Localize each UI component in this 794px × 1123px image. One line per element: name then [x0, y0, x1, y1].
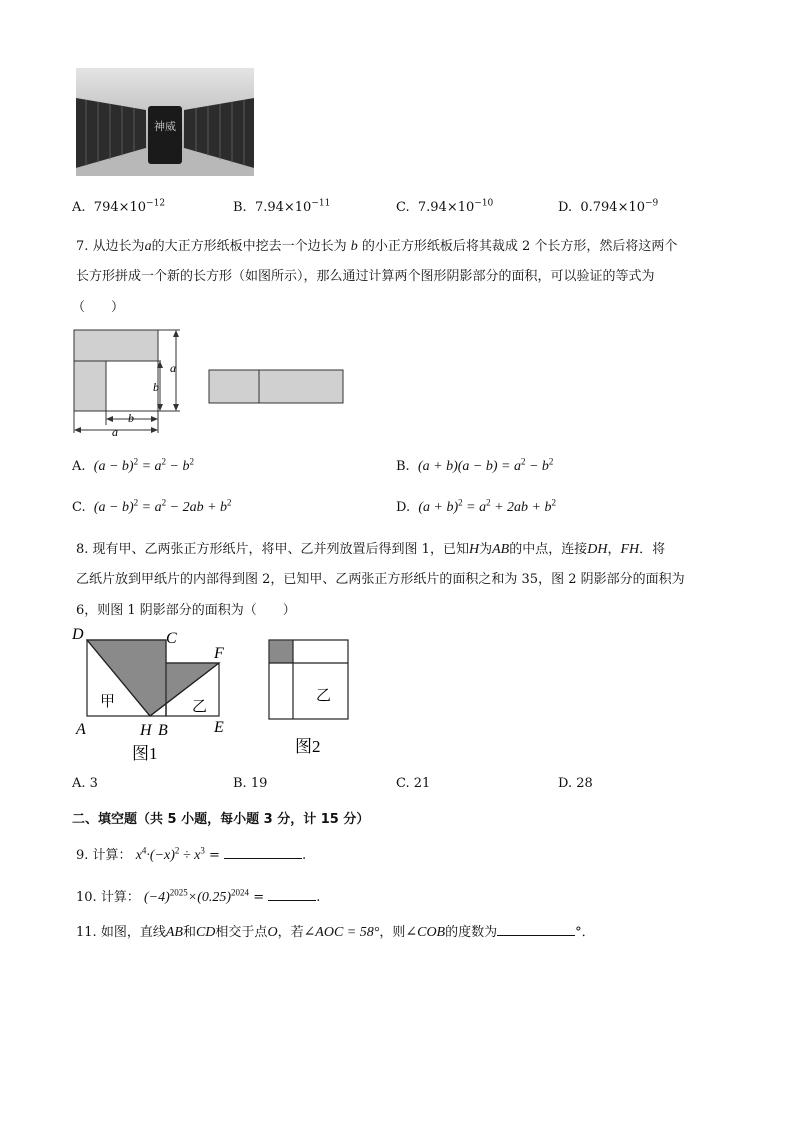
svg-text:F: F: [214, 645, 224, 662]
q10-answer-blank[interactable]: [268, 888, 316, 901]
svg-text:a: a: [170, 361, 176, 375]
q7-option-b[interactable]: B. $(a + b)(a - b) = a^2 - b^2$: [396, 456, 554, 474]
q6-option-d[interactable]: D. $0.794\times 10^{-9}$: [558, 198, 659, 215]
svg-text:图2: 图2: [295, 737, 321, 756]
q7-option-a[interactable]: A. $(a - b)^2 = a^2 - b^2$: [72, 456, 194, 474]
svg-text:B: B: [158, 722, 168, 739]
q10-line: 10. 计算： $(-4)^{2025}\times(0.25)^{2024}$ = .: [76, 887, 321, 905]
svg-text:b: b: [128, 411, 134, 425]
center-monument: [148, 106, 182, 164]
q7-option-d[interactable]: D. $(a + b)^2 = a^2 + 2ab + b^2$: [396, 497, 556, 515]
q6-option-c[interactable]: C. $7.94\times 10^{-10}$: [396, 198, 494, 215]
svg-text:乙: 乙: [316, 688, 332, 704]
q8-option-d[interactable]: D. 28: [558, 776, 593, 791]
svg-text:图1: 图1: [132, 744, 158, 763]
q8-option-c[interactable]: C. 21: [396, 776, 431, 791]
q11-line: 11. 如图，直线AB和CD相交于点O，若∠AOC = 58°，则∠COB的度数为 °．: [76, 925, 595, 940]
q8-option-a[interactable]: A. 3: [72, 776, 98, 791]
monument-text: 神威: [154, 121, 176, 133]
section-2-heading: 二、填空题（共 5 小题，每小题 3 分，计 15 分）: [72, 812, 370, 827]
supercomputer-photo: [76, 68, 254, 176]
svg-text:甲: 甲: [100, 694, 116, 710]
svg-text:a: a: [112, 425, 118, 439]
q8-figure-2: [262, 632, 362, 762]
q7-answer-paren: （ ）: [72, 300, 125, 315]
q7-figure: [68, 325, 358, 440]
svg-text:D: D: [72, 626, 84, 643]
q7-option-c[interactable]: C. $(a - b)^2 = a^2 - 2ab + b^2$: [72, 497, 232, 515]
svg-text:E: E: [214, 719, 224, 736]
q9-answer-blank[interactable]: [224, 846, 302, 859]
q7-stem-line1: 7. 从边长为a的大正方形纸板中挖去一个边长为 b 的小正方形纸板后将其裁成 2 个长方形，然后将这两个: [76, 239, 678, 254]
svg-text:H: H: [140, 722, 152, 739]
q8-stem-line3: 6，则图 1 阴影部分的面积为（ ）: [76, 603, 296, 618]
svg-text:b: b: [153, 380, 159, 394]
q8-stem-line1: 8. 现有甲、乙两张正方形纸片，将甲、乙并列放置后得到图 1，已知H为AB的中点，连接DH，FH．将: [76, 542, 666, 557]
q8-option-b[interactable]: B. 19: [233, 776, 268, 791]
q6-option-b[interactable]: B. $7.94\times 10^{-11}$: [233, 198, 331, 215]
svg-text:乙: 乙: [192, 699, 208, 715]
q6-option-a[interactable]: A. $794\times 10^{-12}$: [72, 198, 166, 215]
q8-stem-line2: 乙纸片放到甲纸片的内部得到图 2，已知甲、乙两张正方形纸片的面积之和为 35，图 2 阴影部分的面积为: [76, 572, 685, 587]
q7-stem-line2: 长方形拼成一个新的长方形（如图所示），那么通过计算两个图形阴影部分的面积，可以验证的等式为: [76, 269, 655, 284]
svg-text:A: A: [76, 721, 86, 738]
q9-line: 9. 计算： $x^4\cdot(-x)^2 \div x^3$ = .: [76, 845, 307, 863]
q8-figure-1: [70, 622, 240, 767]
q11-answer-blank[interactable]: [497, 923, 575, 936]
svg-text:C: C: [166, 630, 177, 647]
